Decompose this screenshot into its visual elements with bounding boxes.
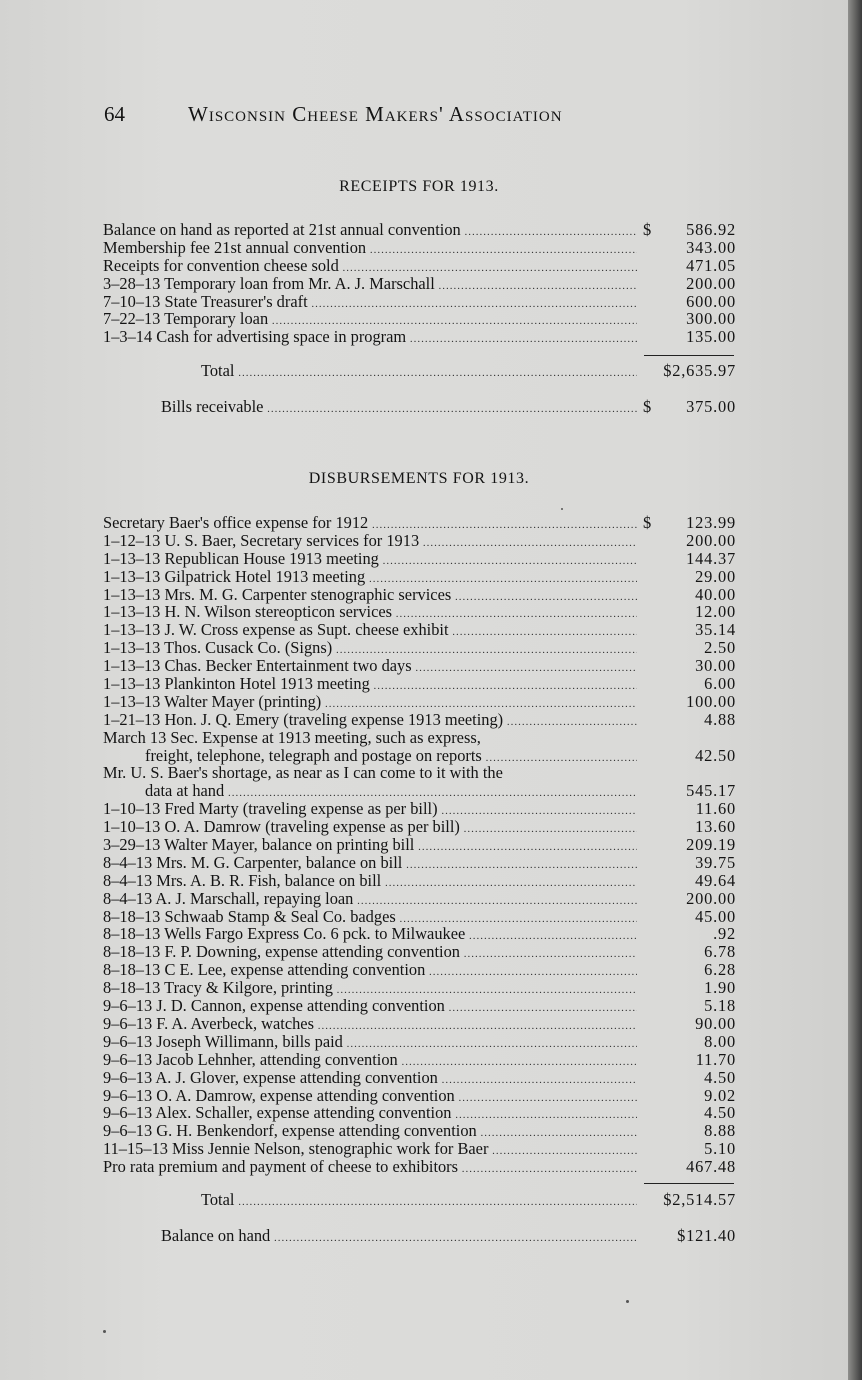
disbursement-description: 8–18–13 Schwaab Stamp & Seal Co. badges .....: [103, 908, 637, 929]
page-header: [104, 98, 664, 130]
disbursement-amount: 545.17: [686, 781, 736, 801]
receipts-list: [103, 221, 736, 346]
total-label: Total .....: [201, 362, 637, 383]
receipt-description: Receipts for convention cheese sold .....: [103, 257, 637, 278]
balance-on-hand: [103, 1227, 736, 1245]
receipt-description: 7–10–13 State Treasurer's draft .....: [103, 293, 637, 314]
disbursement-row: [103, 925, 736, 943]
running-title: Wisconsin Cheese Makers' Association: [188, 102, 563, 126]
receipts-heading: RECEIPTS FOR 1913.: [339, 178, 499, 195]
disbursements-total: [103, 1191, 736, 1209]
disbursement-description: 9–6–13 Alex. Schaller, expense attending convention .....: [103, 1104, 637, 1125]
disbursement-row: [103, 1069, 736, 1087]
disbursement-amount: 5.18: [704, 996, 736, 1016]
disbursement-amount: 6.78: [704, 942, 736, 962]
disbursement-row: [103, 1104, 736, 1122]
disbursement-row: [103, 836, 736, 854]
disbursement-row: [103, 800, 736, 818]
disbursement-row: [103, 782, 736, 800]
disbursement-amount: 467.48: [686, 1157, 736, 1177]
disbursement-amount: 144.37: [686, 548, 736, 568]
disbursement-description: March 13 Sec. Expense at 1913 meeting, such as express,: [103, 728, 481, 747]
disbursement-description: 8–4–13 Mrs. A. B. R. Fish, balance on bill .....: [103, 872, 637, 893]
balance-amount: $121.40: [677, 1226, 736, 1245]
disbursement-amount: 40.00: [695, 584, 736, 604]
disbursement-description: 8–4–13 Mrs. M. G. Carpenter, balance on bill .....: [103, 854, 637, 875]
receipt-description: 3–28–13 Temporary loan from Mr. A. J. Marschall .....: [103, 275, 637, 296]
receipt-row: [103, 239, 736, 257]
disbursement-description: 9–6–13 Jacob Lehnher, attending convention .....: [103, 1051, 637, 1072]
disbursement-amount: .92: [713, 924, 736, 944]
disbursement-row: [103, 908, 736, 926]
total-label: Total .....: [201, 1191, 637, 1212]
disbursement-row: [103, 532, 736, 550]
disbursement-description: 9–6–13 O. A. Damrow, expense attending convention .....: [103, 1087, 637, 1108]
receipts-total: [103, 362, 736, 380]
receipt-row: [103, 328, 736, 346]
disbursement-amount: 11.70: [695, 1049, 736, 1069]
disbursement-description: data at hand .....: [145, 782, 637, 803]
disbursement-description: 1–13–13 Walter Mayer (printing) .....: [103, 693, 637, 714]
disbursement-amount: 45.00: [695, 906, 736, 926]
disbursement-amount: 30.00: [695, 656, 736, 676]
disbursement-description: 1–13–13 J. W. Cross expense as Supt. cheese exhibit .....: [103, 621, 637, 642]
receipt-amount: 600.00: [686, 291, 736, 311]
disbursement-row: [103, 586, 736, 604]
receipt-description: 7–22–13 Temporary loan .....: [103, 310, 637, 331]
disbursement-description: Mr. U. S. Baer's shortage, as near as I can come to it with the: [103, 764, 503, 783]
disbursement-description: 1–13–13 H. N. Wilson stereopticon services .....: [103, 603, 637, 624]
disbursements-list: [103, 514, 736, 1176]
disbursement-amount: 9.02: [704, 1085, 736, 1105]
disbursement-row: [103, 603, 736, 621]
disbursement-row: [103, 764, 736, 782]
disbursement-row: [103, 1158, 736, 1176]
disbursement-description: 8–18–13 C E. Lee, expense attending convention .....: [103, 961, 637, 982]
receipt-amount: 200.00: [686, 273, 736, 293]
total-row: [103, 1191, 736, 1209]
receipt-description: Balance on hand as reported at 21st annual convention .....: [103, 221, 637, 242]
page-number: 64: [104, 102, 125, 126]
disbursement-amount: 200.00: [686, 530, 736, 550]
disbursement-description: 1–13–13 Republican House 1913 meeting .....: [103, 550, 637, 571]
disbursement-description: 8–18–13 Wells Fargo Express Co. 6 pck. to Milwaukee .....: [103, 925, 637, 946]
disbursement-amount: 12.00: [695, 602, 736, 622]
disbursement-row: [103, 818, 736, 836]
receipt-amount: 586.92: [686, 220, 736, 239]
disbursement-row: [103, 711, 736, 729]
receipt-description: Membership fee 21st annual convention .....: [103, 239, 637, 260]
disbursement-description: 9–6–13 G. H. Benkendorf, expense attending convention .....: [103, 1122, 637, 1143]
disbursement-row: [103, 854, 736, 872]
receipt-row: [103, 293, 736, 311]
disbursement-amount: 4.88: [704, 709, 736, 729]
disbursement-row: [103, 1087, 736, 1105]
disbursement-amount: 42.50: [695, 745, 736, 765]
disbursement-amount: 29.00: [695, 566, 736, 586]
disbursement-description: 11–15–13 Miss Jennie Nelson, stenographic work for Baer .....: [103, 1140, 637, 1161]
disbursement-amount: 4.50: [704, 1067, 736, 1087]
disbursement-row: [103, 997, 736, 1015]
disbursement-row: [103, 890, 736, 908]
currency-symbol: $: [643, 513, 652, 532]
disbursement-description: 9–6–13 A. J. Glover, expense attending convention .....: [103, 1069, 637, 1090]
disbursement-row: [103, 872, 736, 890]
disbursement-description: 1–13–13 Gilpatrick Hotel 1913 meeting .....: [103, 568, 637, 589]
currency-symbol: $: [643, 397, 652, 416]
balance-row: [103, 1227, 736, 1245]
disbursement-amount: 5.10: [704, 1139, 736, 1159]
disbursement-description: Secretary Baer's office expense for 1912 .....: [103, 514, 637, 535]
disbursement-description: 8–18–13 Tracy & Kilgore, printing .....: [103, 979, 637, 1000]
receipt-row: [103, 310, 736, 328]
disbursements-total-rule: [644, 1183, 734, 1184]
disbursement-description: 3–29–13 Walter Mayer, balance on printing bill .....: [103, 836, 637, 857]
currency-symbol: $: [643, 220, 652, 239]
disbursement-row: [103, 675, 736, 693]
total-amount: $2,635.97: [663, 361, 736, 380]
disbursement-description: 9–6–13 Joseph Willimann, bills paid .....: [103, 1033, 637, 1054]
disbursement-amount: 200.00: [686, 888, 736, 908]
disbursement-row: [103, 621, 736, 639]
disbursement-description: freight, telephone, telegraph and postage on reports .....: [145, 747, 637, 768]
disbursement-amount: 6.28: [704, 960, 736, 980]
disbursement-description: Pro rata premium and payment of cheese to exhibitors .....: [103, 1158, 637, 1179]
disbursement-row: [103, 943, 736, 961]
disbursement-row: [103, 1015, 736, 1033]
disbursement-row: [103, 657, 736, 675]
disbursement-row: [103, 693, 736, 711]
disbursement-description: 1–21–13 Hon. J. Q. Emery (traveling expense 1913 meeting) .....: [103, 711, 637, 732]
receipt-amount: 300.00: [686, 309, 736, 329]
bills-receivable: [103, 398, 736, 416]
paper-speck: [103, 1330, 106, 1333]
disbursement-amount: 8.88: [704, 1121, 736, 1141]
receipt-row: [103, 221, 736, 239]
disbursement-amount: 49.64: [695, 870, 736, 890]
disbursement-amount: 8.00: [704, 1031, 736, 1051]
disbursement-description: 1–10–13 O. A. Damrow (traveling expense as per bill) .....: [103, 818, 637, 839]
disbursement-row: [103, 729, 736, 747]
receipt-amount: 471.05: [686, 255, 736, 275]
disbursement-amount: 2.50: [704, 638, 736, 658]
disbursement-row: [103, 639, 736, 657]
disbursement-row: [103, 1051, 736, 1069]
disbursement-row: [103, 550, 736, 568]
disbursement-amount: 209.19: [686, 835, 736, 855]
disbursement-description: 8–18–13 F. P. Downing, expense attending convention .....: [103, 943, 637, 964]
disbursement-row: [103, 514, 736, 532]
disbursement-row: [103, 1122, 736, 1140]
disbursements-heading: DISBURSEMENTS FOR 1913.: [308, 470, 530, 487]
paper-speck: [626, 1300, 629, 1303]
disbursement-row: [103, 979, 736, 997]
paper-speck: [561, 508, 563, 510]
disbursement-description: 1–13–13 Plankinton Hotel 1913 meeting .....: [103, 675, 637, 696]
disbursement-amount: 90.00: [695, 1013, 736, 1033]
disbursement-description: 1–13–13 Thos. Cusack Co. (Signs) .....: [103, 639, 637, 660]
disbursement-amount: 100.00: [686, 691, 736, 711]
bills-label: Bills receivable .....: [161, 398, 637, 419]
disbursement-row: [103, 568, 736, 586]
page-edge-shadow: [848, 0, 862, 1380]
bills-row: [103, 398, 736, 416]
balance-label: Balance on hand .....: [161, 1227, 637, 1248]
disbursement-amount: 6.00: [704, 674, 736, 694]
receipt-row: [103, 275, 736, 293]
disbursement-amount: 13.60: [695, 817, 736, 837]
total-row: [103, 362, 736, 380]
disbursement-row: [103, 1033, 736, 1051]
disbursement-description: 9–6–13 J. D. Cannon, expense attending convention .....: [103, 997, 637, 1018]
receipt-amount: 135.00: [686, 327, 736, 347]
bills-amount: 375.00: [686, 397, 736, 416]
disbursement-description: 1–13–13 Mrs. M. G. Carpenter stenographic services .....: [103, 586, 637, 607]
disbursement-description: 9–6–13 F. A. Averbeck, watches .....: [103, 1015, 637, 1036]
disbursement-row: [103, 747, 736, 765]
disbursement-description: 1–12–13 U. S. Baer, Secretary services for 1913 .....: [103, 532, 637, 553]
disbursement-row: [103, 1140, 736, 1158]
total-amount: $2,514.57: [663, 1190, 736, 1209]
disbursement-amount: 4.50: [704, 1103, 736, 1123]
disbursement-amount: 123.99: [686, 513, 736, 532]
disbursement-description: 1–13–13 Chas. Becker Entertainment two days .....: [103, 657, 637, 678]
disbursement-amount: 39.75: [695, 852, 736, 872]
disbursement-description: 1–10–13 Fred Marty (traveling expense as per bill) .....: [103, 800, 637, 821]
disbursement-row: [103, 961, 736, 979]
disbursement-amount: 35.14: [695, 620, 736, 640]
receipt-description: 1–3–14 Cash for advertising space in program .....: [103, 328, 637, 349]
receipt-amount: 343.00: [686, 237, 736, 257]
receipt-row: [103, 257, 736, 275]
receipts-total-rule: [644, 355, 734, 356]
disbursement-description: 8–4–13 A. J. Marschall, repaying loan .....: [103, 890, 637, 911]
disbursement-amount: 1.90: [704, 978, 736, 998]
disbursement-amount: 11.60: [695, 799, 736, 819]
